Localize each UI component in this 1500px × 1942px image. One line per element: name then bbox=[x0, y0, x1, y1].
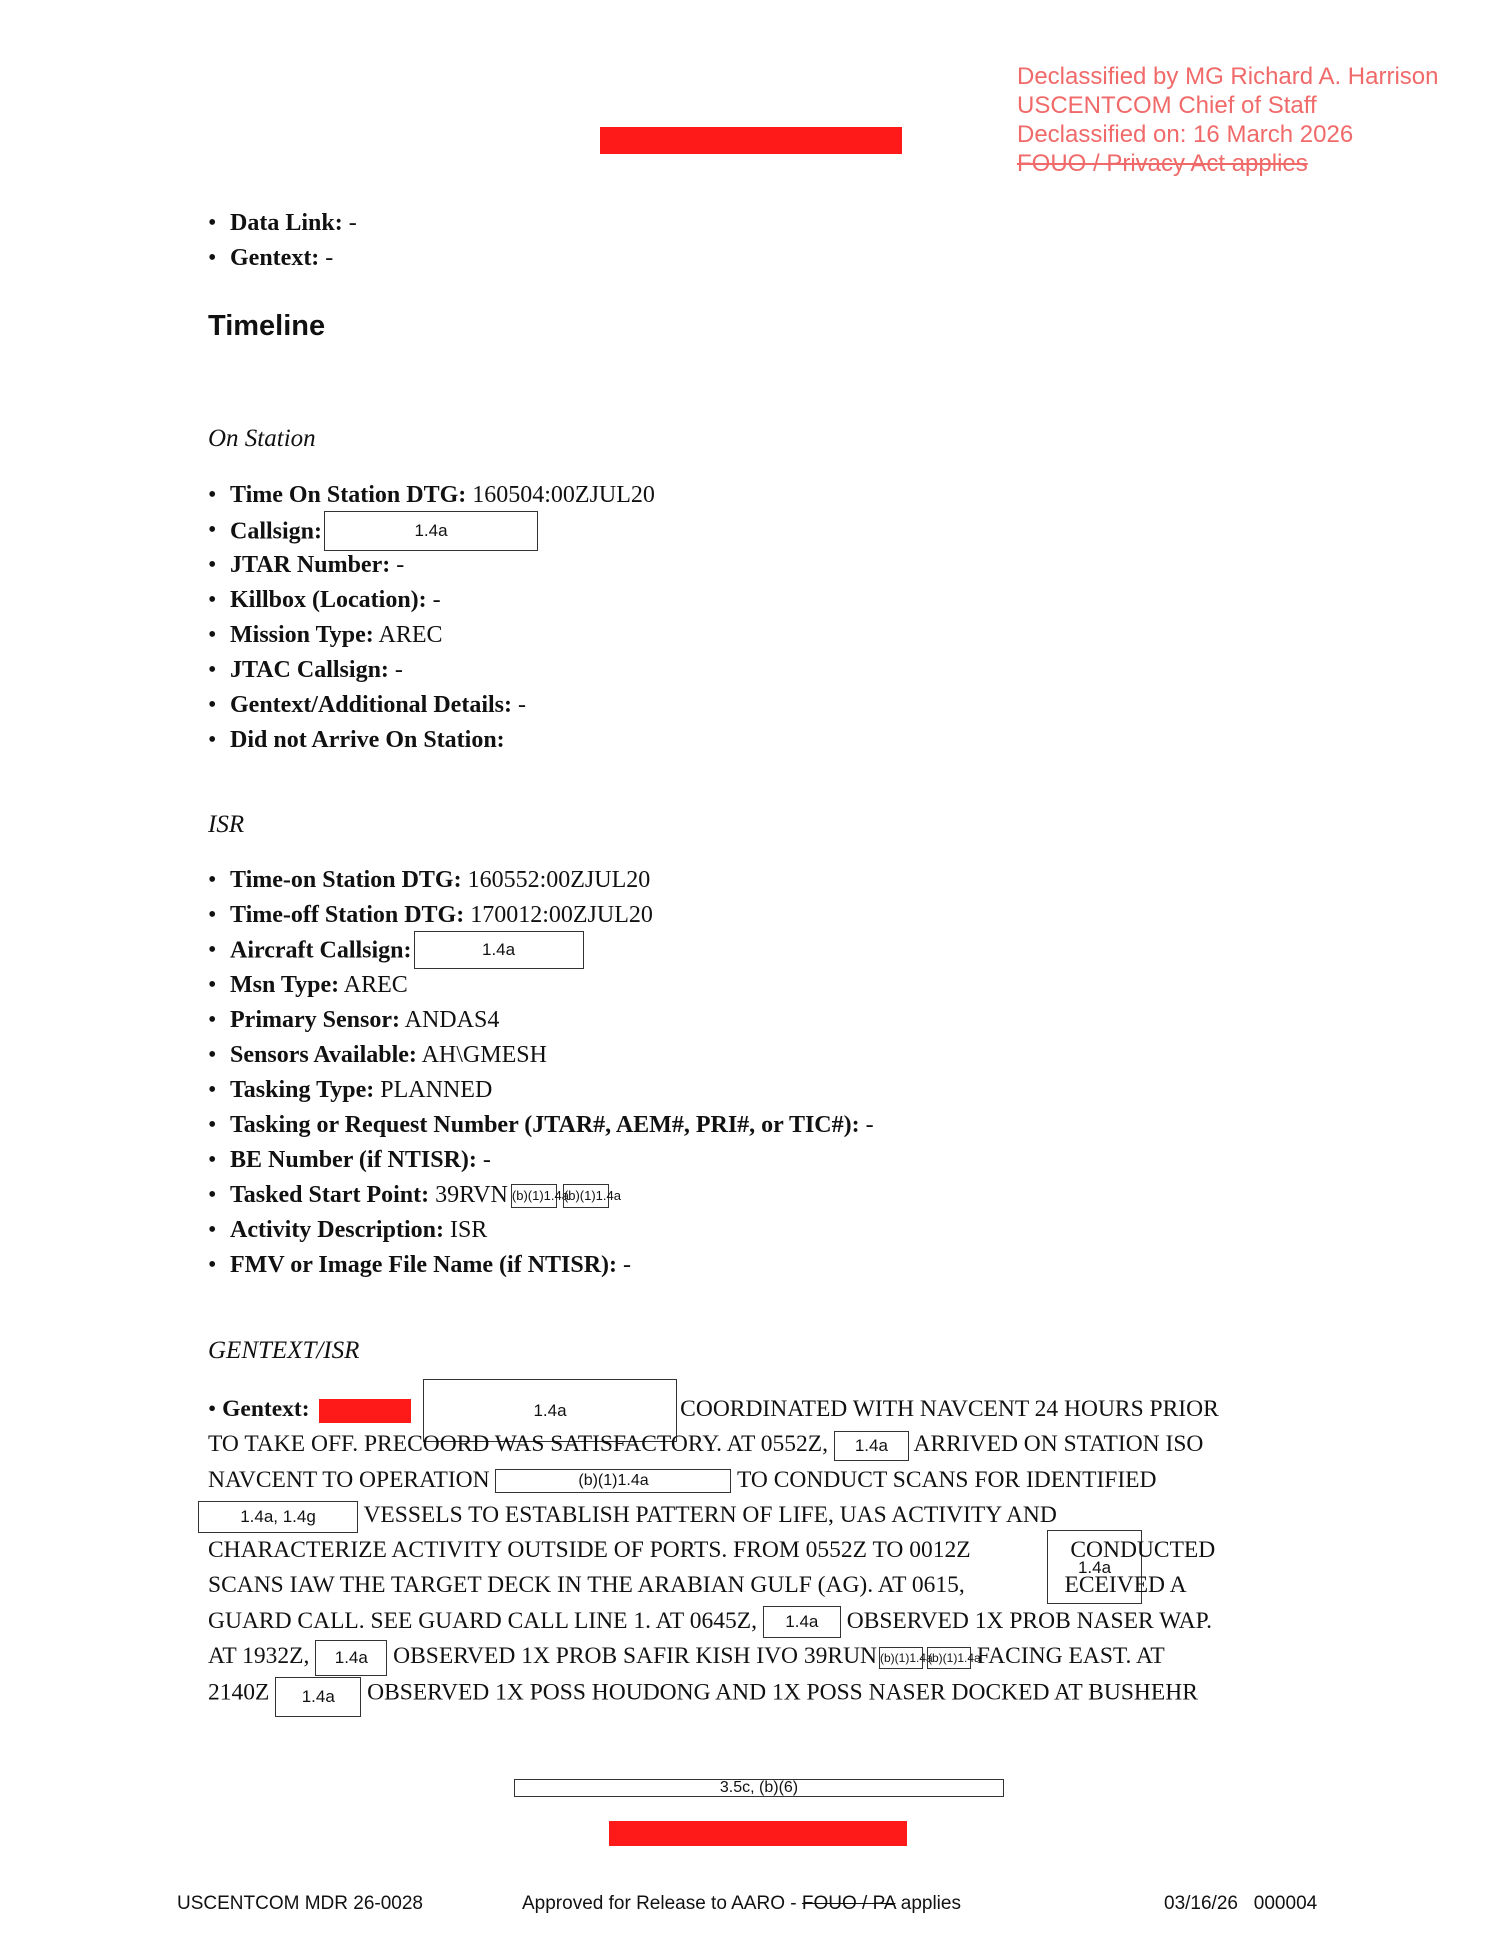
list-item: • Sensors Available: AH\GMESH bbox=[208, 1038, 874, 1073]
redaction-box: 1.4a bbox=[1047, 1530, 1142, 1604]
list-item: • Tasking Type: PLANNED bbox=[208, 1073, 874, 1108]
list-item: • Gentext/Additional Details: - bbox=[208, 688, 655, 723]
list-item: • Time On Station DTG: 160504:00ZJUL20 bbox=[208, 478, 655, 513]
classification-redaction-bottom bbox=[609, 1821, 907, 1846]
list-item: • Primary Sensor: ANDAS4 bbox=[208, 1003, 874, 1038]
classification-redaction-inline bbox=[319, 1399, 411, 1423]
gentext-isr-heading: GENTEXT/ISR bbox=[208, 1337, 360, 1364]
list-item: • Killbox (Location): - bbox=[208, 583, 655, 618]
redaction-box: 1.4a bbox=[834, 1431, 909, 1461]
redaction-box: 1.4a, 1.4g bbox=[198, 1501, 358, 1533]
redaction-box: (b)(1)1.4a bbox=[563, 1184, 609, 1208]
on-station-heading: On Station bbox=[208, 425, 316, 452]
list-item: • Tasking or Request Number (JTAR#, AEM#, PRI#, or TIC#): - bbox=[208, 1108, 874, 1143]
list-item: • Time-on Station DTG: 160552:00ZJUL20 bbox=[208, 863, 874, 898]
list-item: • FMV or Image File Name (if NTISR): - bbox=[208, 1248, 874, 1283]
list-item: • Gentext: - bbox=[208, 241, 357, 276]
list-item: • BE Number (if NTISR): - bbox=[208, 1143, 874, 1178]
redaction-box: (b)(1)1.4a bbox=[511, 1184, 557, 1208]
top-field-list bbox=[208, 206, 357, 276]
redaction-box: 1.4a bbox=[423, 1379, 677, 1442]
gentext-line: • Gentext: COORDINATED WITH NAVCENT 24 HOURS PRIOR bbox=[208, 1396, 1219, 1422]
redaction-box: 1.4a bbox=[324, 511, 538, 551]
redaction-box: 1.4a bbox=[315, 1640, 387, 1676]
timeline-heading: Timeline bbox=[208, 310, 326, 342]
gentext-line: NAVCENT TO OPERATION (b)(1)1.4a TO CONDUCT SCANS FOR IDENTIFIED bbox=[208, 1466, 1157, 1493]
list-item: • JTAC Callsign: - bbox=[208, 653, 655, 688]
gentext-line: 1.4a, 1.4g VESSELS TO ESTABLISH PATTERN OF LIFE, UAS ACTIVITY AND bbox=[198, 1498, 1308, 1533]
list-item: • Data Link: - bbox=[208, 206, 357, 241]
list-item: • Msn Type: AREC bbox=[208, 968, 874, 1003]
declass-line-2: USCENTCOM Chief of Staff bbox=[1017, 92, 1317, 119]
gentext-paragraph bbox=[208, 1392, 1308, 1710]
isr-heading: ISR bbox=[208, 811, 245, 838]
gentext-line: CHARACTERIZE ACTIVITY OUTSIDE OF PORTS. FROM 0552Z TO 0012Z CONDUCTED bbox=[208, 1537, 1216, 1564]
redaction-box: 1.4a bbox=[414, 931, 584, 969]
list-item: • Time-off Station DTG: 170012:00ZJUL20 bbox=[208, 898, 874, 933]
footer-date-page: 03/16/26 000004 bbox=[1164, 1893, 1318, 1914]
list-item: • Mission Type: AREC bbox=[208, 618, 655, 653]
gentext-line: GUARD CALL. SEE GUARD CALL LINE 1. AT 0645Z, 1.4a OBSERVED 1X PROB NASER WAP. bbox=[208, 1604, 1308, 1639]
list-item: • Did not Arrive On Station: bbox=[208, 723, 655, 758]
redaction-box: (b)(1)1.4a bbox=[927, 1647, 971, 1669]
redaction-box: 1.4a bbox=[275, 1677, 361, 1717]
classification-redaction-top bbox=[600, 127, 902, 154]
redaction-box: (b)(1)1.4a bbox=[879, 1647, 923, 1669]
list-item: • Aircraft Callsign: 1.4a bbox=[208, 933, 874, 968]
declassification-stamp bbox=[1017, 62, 1438, 178]
declass-line-4: FOUO / Privacy Act applies bbox=[1017, 150, 1308, 177]
declass-line-3: Declassified on: 16 March 2026 bbox=[1017, 121, 1354, 148]
redaction-box: (b)(1)1.4a bbox=[495, 1469, 731, 1493]
gentext-line: 2140Z 1.4a OBSERVED 1X POSS HOUDONG AND 1X POSS NASER DOCKED AT BUSHEHR bbox=[208, 1674, 1308, 1709]
gentext-line: SCANS IAW THE TARGET DECK IN THE ARABIAN GULF (AG). AT 0615, ECEIVED A bbox=[208, 1572, 1187, 1599]
redaction-box: 3.5c, (b)(6) bbox=[514, 1779, 1004, 1797]
on-station-list bbox=[208, 478, 655, 758]
footer-mdr-number: USCENTCOM MDR 26-0028 bbox=[177, 1893, 423, 1914]
list-item: • Callsign: 1.4a bbox=[208, 513, 655, 548]
gentext-line: AT 1932Z, 1.4a OBSERVED 1X PROB SAFIR KISH IVO 39RUN (b)(1)1.4a(b)(1)1.4a FACING EAST. AT bbox=[208, 1639, 1308, 1674]
list-item: • Tasked Start Point: 39RVN (b)(1)1.4a(b)(1)1.4a bbox=[208, 1178, 874, 1213]
redaction-box: 1.4a bbox=[763, 1606, 841, 1638]
isr-list bbox=[208, 863, 874, 1283]
gentext-line: TO TAKE OFF. PRECOORD WAS SATISFACTORY. AT 0552Z, 1.4a ARRIVED ON STATION ISO bbox=[208, 1427, 1308, 1462]
list-item: • JTAR Number: - bbox=[208, 548, 655, 583]
declass-line-1: Declassified by MG Richard A. Harrison bbox=[1017, 63, 1439, 90]
footer-release-note: Approved for Release to AARO - FOUO / PA applies bbox=[522, 1893, 961, 1914]
list-item: • Activity Description: ISR bbox=[208, 1213, 874, 1248]
